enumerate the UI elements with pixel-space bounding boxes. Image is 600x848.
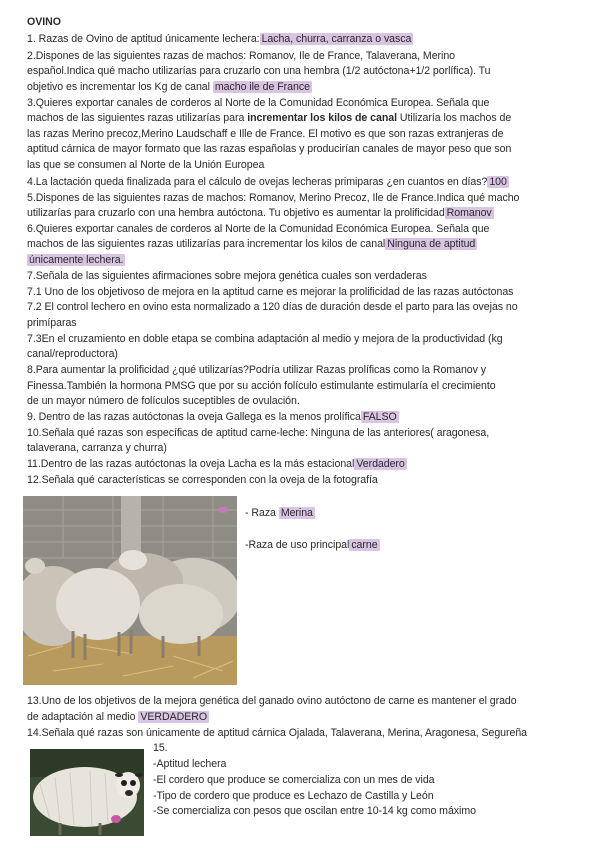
question-7: 7.Señala de las siguientes afirmaciones sobre mejora genética cuales son verdaderas (27, 270, 427, 282)
question-15-item-2: -El cordero que produce se comercializa con un mes de vida (153, 774, 435, 786)
photo-breed-row: - Raza Merina (245, 507, 313, 519)
question-8-line-1: 8.Para aumentar la prolificidad ¿qué utilizarías?Podría utilizar Razas prolíficas como la Romanov y (27, 364, 487, 376)
sheep-photo-merina (23, 496, 237, 685)
statement-7-3: 7.3En el cruzamiento en doble etapa se combina adaptación al medio y mejora de la productividad (kg (27, 333, 503, 345)
doc-title: OVINO (27, 16, 61, 28)
question-3-line-3: las razas Merino precoz,Merino Laudschaff e Ille de France. El motivo es que son razas extranjeras de (27, 128, 504, 140)
answer-highlight: VERDADERO (140, 711, 208, 723)
answer-highlight: FALSO (362, 411, 397, 423)
sheep-photo-drawing (23, 496, 237, 685)
question-3-line-5: las que se consumen al Norte de la Unión Europea (27, 159, 265, 171)
question-8-line-2: Finessa.También la hormona PMSG que por su acción folículo estimulante estimularía el crecimiento (27, 380, 496, 392)
question-8-line-3: de un mayor número de folículos suceptibles de ovulación. (27, 395, 300, 407)
answer-highlight: macho ile de France (214, 81, 310, 93)
answer-highlight: únicamente lechera. (29, 254, 124, 266)
question-6-line-2: machos de las siguientes razas utilizarías para incrementar los kilos de canal Ninguna de aptitud (27, 238, 476, 250)
question-6-line-1: 6.Quieres exportar canales de corderos al Norte de la Comunidad Económica Europea. Señala que (27, 223, 490, 235)
statement-7-3-cont: canal/reproductora) (27, 348, 118, 360)
question-3-line-4: aptitud cárnica de mayor formato que las razas españolas y producirían canales de mayor peso que son (27, 143, 512, 155)
question-13-line-1: 13.Uno de los objetivos de la mejora genética del ganado ovino autóctono de carne es mantener el grado (27, 695, 517, 707)
statement-7-2: 7.2 El control lechero en ovino esta normalizado a 120 días de duración desde el parto para las ovejas no (27, 301, 518, 313)
question-10-line-2: talaverana, carranza y churra) (27, 442, 167, 454)
photo-use-row: -Raza de uso principal carne (245, 539, 378, 551)
question-14: 14.Señala qué razas son únicamente de aptitud cárnica Ojalada, Talaverana, Merina, Aragonesa, Segureña (27, 727, 528, 739)
question-3-line-1: 3.Quieres exportar canales de corderos al Norte de la Comunidad Económica Europea. Señala que (27, 97, 490, 109)
question-15-item-4: -Se comercializa con pesos que oscilan entre 10-14 kg como máximo (153, 805, 476, 817)
question-13-line-2: de adaptación al medio VERDADERO (27, 711, 208, 723)
question-9: 9. Dentro de las razas autóctonas la oveja Gallega es la menos prolífica FALSO (27, 411, 397, 423)
question-15-item-3: -Tipo de cordero que produce es Lechazo de Castilla y León (153, 790, 434, 802)
statement-7-2-cont: primíparas (27, 317, 77, 329)
question-5-line-1: 5.Dispones de las siguientes razas de machos: Romanov, Merino Precoz, Ile de France.Indica qué macho (27, 192, 520, 204)
question-15-item-1: -Aptitud lechera (153, 758, 227, 770)
answer-highlight: Ninguna de aptitud (387, 238, 476, 250)
question-6-line-3 (27, 253, 125, 268)
answer-highlight: Romanov (446, 207, 492, 219)
statement-7-1: 7.1 Uno de los objetivoso de mejora en la aptitud carne es mejorar la prolificidad de las razas autóctonas (27, 286, 514, 298)
question-2-line-3: objetivo es incrementar los Kg de canal macho ile de France (27, 81, 310, 93)
question-2-line-1: 2.Dispones de las siguientes razas de machos: Romanov, Ile de France, Talaverana, Merino (27, 50, 456, 62)
answer-highlight: carne (351, 539, 378, 551)
answer-highlight: Verdadero (356, 458, 405, 470)
answer-highlight: Merina (280, 507, 313, 519)
answer-highlight: Lacha, churra, carranza o vasca (261, 33, 412, 45)
question-4: 4.La lactación queda finalizada para el cálculo de ovejas lecheras primiparas ¿en cuantos en días? 100 (27, 176, 507, 188)
question-3-line-2: machos de las siguientes razas utilizarías para incrementar los kilos de canal Utilizaría los machos de (27, 112, 512, 124)
question-2-line-2: español.Indica qué macho utilizarías para cruzarlo con una hembra (1/2 autóctona+1/2 porlífica). Tu (27, 65, 491, 77)
question-11: 11.Dentro de las razas autóctonas la oveja Lacha es la más estacional Verdadero (27, 458, 405, 470)
question-5-line-2: utilizarías para cruzarlo con una hembra autóctona. Tu objetivo es aumentar la prolificidad Romanov (27, 207, 492, 219)
sheep-photo-churra-drawing (30, 749, 144, 836)
question-12: 12.Señala qué características se corresponden con la oveja de la fotografía (27, 474, 378, 486)
question-10-line-1: 10.Señala qué razas son específicas de aptitud carne-leche: Ninguna de las anteriores( aragonesa, (27, 427, 490, 439)
question-15-number: 15. (153, 742, 168, 754)
answer-highlight: 100 (489, 176, 507, 188)
question-1: 1. Razas de Ovino de aptitud únicamente lechera: Lacha, churra, carranza o vasca (27, 33, 412, 45)
sheep-photo-churra (30, 749, 144, 836)
